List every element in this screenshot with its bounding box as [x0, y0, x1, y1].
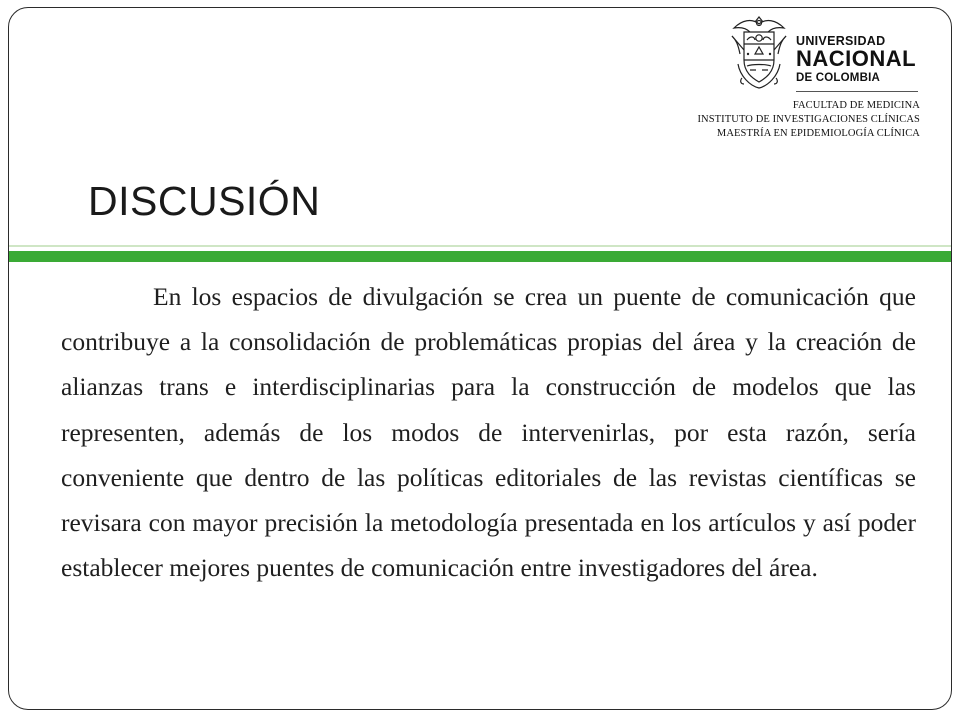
slide-title: DISCUSIÓN [88, 178, 321, 224]
logo-line-universidad: UNIVERSIDAD [796, 34, 886, 48]
institute-name: INSTITUTO DE INVESTIGACIONES CLÍNICAS [697, 114, 920, 125]
logo-line-de-colombia: DE COLOMBIA [796, 72, 880, 84]
logo-divider [796, 91, 918, 92]
logo-line-nacional: NACIONAL [796, 46, 917, 71]
title-divider-green-bar [9, 251, 951, 262]
slide-body-paragraph: En los espacios de divulgación se crea un puente de comunicación que contribuye a la consolidación de problemáticas propias del área y la creación de alianzas trans e interdisciplinarias para la construcción de modelos que las representen, además de los modos de intervenirlas, por esta razón, sería conveniente que dentro de las políticas editoriales de las revistas científicas se revisara con mayor precisión la metodología presentada en los artículos y así poder establecer mejores puentes de comunicación entre investigadores del área. [61, 282, 916, 583]
university-logo [728, 14, 928, 98]
faculty-name: FACULTAD DE MEDICINA [792, 100, 920, 111]
national-coat-of-arms-icon [728, 14, 790, 98]
program-name: MAESTRÍA EN EPIDEMIOLOGÍA CLÍNICA [716, 128, 920, 139]
title-divider-light [9, 245, 951, 247]
institution-block [697, 99, 920, 141]
